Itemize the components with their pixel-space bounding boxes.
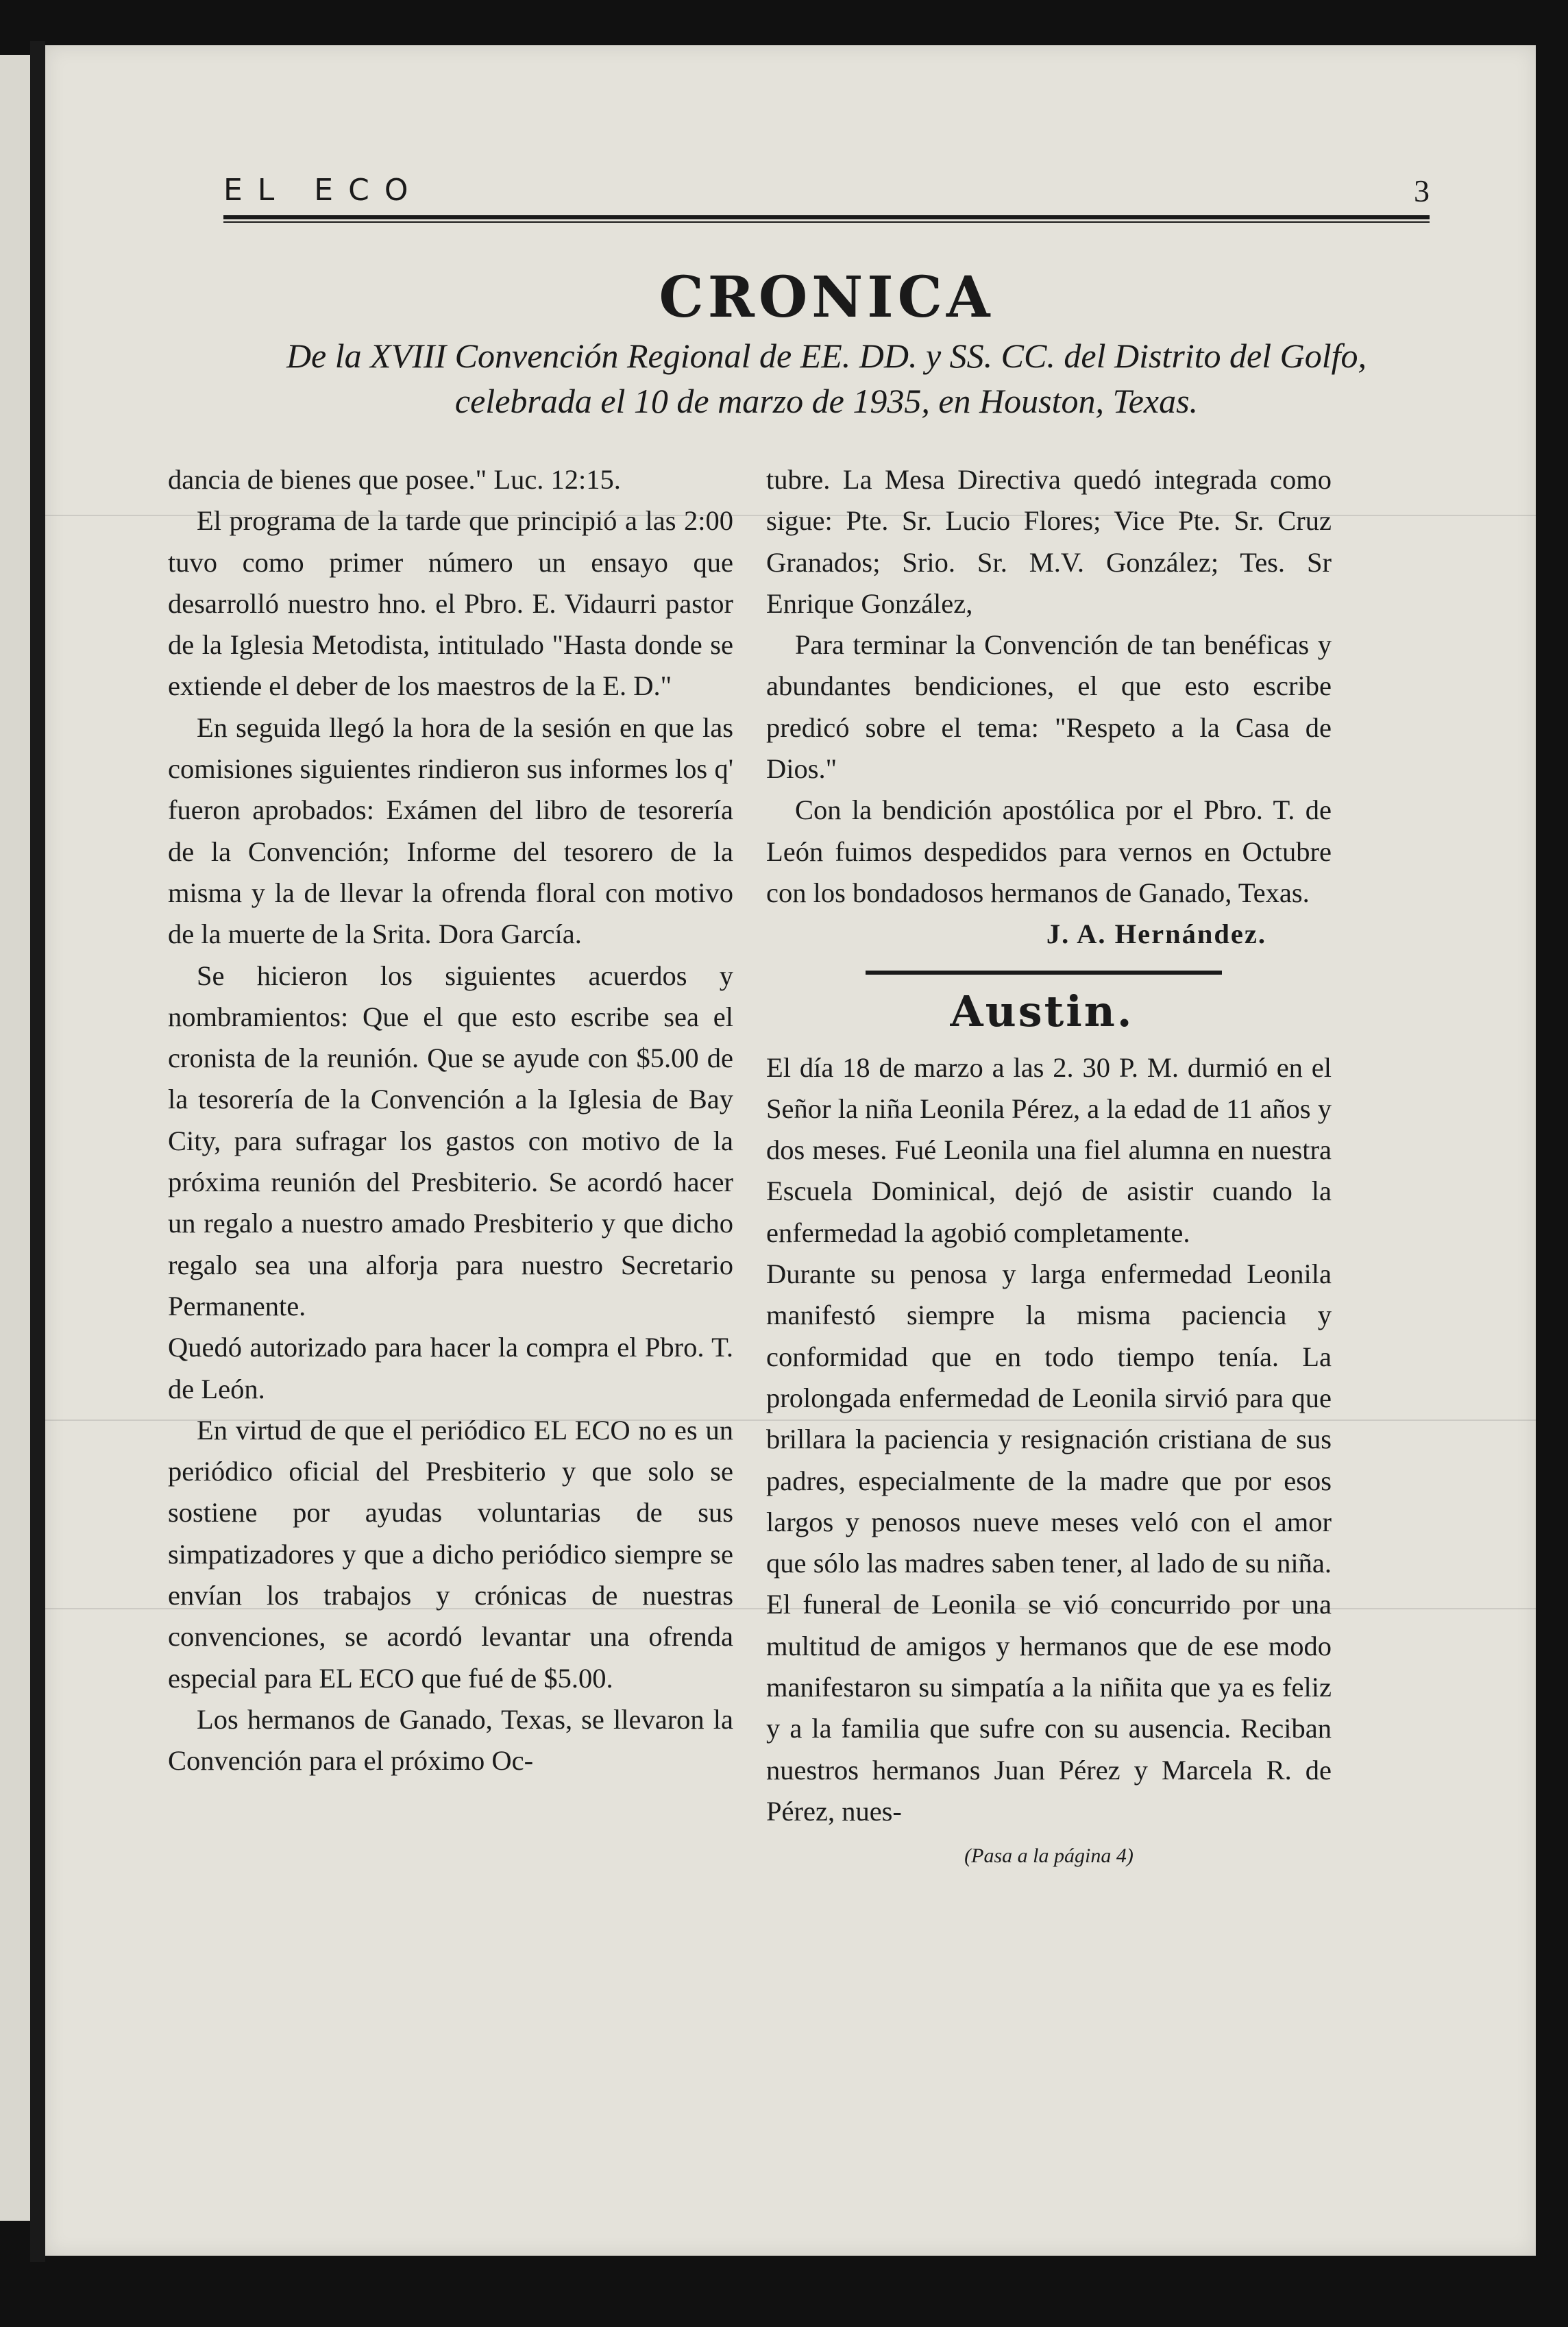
- header-rule: [223, 215, 1430, 223]
- paragraph: Con la bendición apostólica por el Pbro. T. de León fuimos despedidos para vernos en Octubre con los bondadosos hermanos de Ganado, Texas.: [766, 794, 1332, 908]
- paragraph: tubre. La Mesa Directiva quedó integrada como sigue: Pte. Sr. Lucio Flores; Vice Pte. Sr. Cruz Granados; Srio. Sr. M.V. González; Tes. Sr Enrique González,: [766, 464, 1332, 619]
- left-column: [168, 459, 733, 1782]
- paragraph: Para terminar la Convención de tan benéficas y abundantes bendiciones, el que esto escribe predicó sobre el tema: "Respeto a la Casa de Dios.": [766, 629, 1332, 785]
- right-column: [766, 459, 1332, 1873]
- page-gutter: [30, 41, 45, 2262]
- paragraph: dancia de bienes que posee." Luc. 12:15.: [168, 464, 621, 495]
- article-subtitle: De la XVIII Convención Regional de EE. DD. y SS. CC. del Distrito del Golfo, celebrada el 10 de marzo de 1935, en Houston, Texas.: [286, 337, 1367, 420]
- paragraph: Durante su penosa y larga enfermedad Leonila manifestó siempre la misma paciencia y conformidad que en todo tiempo tenía. La prolongada enfermedad de Leonila sirvió para que brillara la paciencia y resignación cristiana de sus padres, especialmente de la madre que por esos largos y penosos nueve meses veló con el amor que sólo las madres saben tener, al lado de su niña. El funeral de Leonila se vió concurrido por una multitud de amigos y hermanos que de ese modo manifestaron su simpatía a la niñita que ya es feliz y a la familia que sufre con su ausencia. Reciban nuestros hermanos Juan Pérez y Marcela R. de Pérez, nues-: [766, 1258, 1332, 1827]
- paragraph: Se hicieron los siguientes acuerdos y nombramientos: Que el que esto escribe sea el cronista de la reunión. Que se ayude con $5.00 de la tesorería de la Convención a la Iglesia de Bay City, para sufragar los gastos con motivo de la próxima reunión del Presbiterio. Se acordó hacer un regalo a nuestro amado Presbiterio y que dicho regalo sea una alforja para nuestro Secretario Permanente.: [168, 960, 733, 1321]
- page-header: [223, 173, 1430, 221]
- continued-note: (Pasa a la página 4): [964, 1844, 1134, 1868]
- section-divider: [866, 971, 1222, 975]
- paragraph: Quedó autorizado para hacer la compra el Pbro. T. de León.: [168, 1332, 733, 1404]
- paragraph: Los hermanos de Ganado, Texas, se llevaron la Convención para el próximo Oc-: [168, 1703, 733, 1777]
- paragraph: En seguida llegó la hora de la sesión en que las comisiones siguientes rindieron sus informes los q' fueron aprobados: Exámen del libro de tesorería de la Convención; Informe del tesorero de la misma y la de llevar la ofrenda floral con motivo de la muerte de la Srita. Dora García.: [168, 711, 733, 950]
- paragraph: El día 18 de marzo a las 2. 30 P. M. durmió en el Señor la niña Leonila Pérez, a la edad de 11 años y dos meses. Fué Leonila una fiel alumna en nuestra Escuela Dominical, dejó de asistir cuando la enfermedad la agobió completamente.: [766, 1051, 1332, 1248]
- article-title: CRONICA: [659, 265, 994, 330]
- paragraph: En virtud de que el periódico EL ECO no es un periódico oficial del Presbiterio y que solo se sostiene por ayudas voluntarias de sus simpatizadores y que a dicho periódico siempre se envían los trabajos y crónicas de nuestras convenciones, se acordó levantar una ofrenda especial para EL ECO que fué de $5.00.: [168, 1414, 733, 1694]
- author-signature: J. A. Hernández.: [1046, 918, 1266, 950]
- publication-title: EL ECO: [223, 173, 424, 208]
- section-heading: Austin.: [950, 986, 1134, 1036]
- page-number: 3: [1414, 173, 1430, 208]
- paragraph: El programa de la tarde que principió a las 2:00 tuvo como primer número un ensayo que desarrolló nuestro hno. el Pbro. E. Vidaurri pastor de la Iglesia Metodista, intitulado "Hasta donde se extiende el deber de los maestros de la E. D.": [168, 505, 733, 702]
- adjacent-page-edge: [0, 55, 30, 2221]
